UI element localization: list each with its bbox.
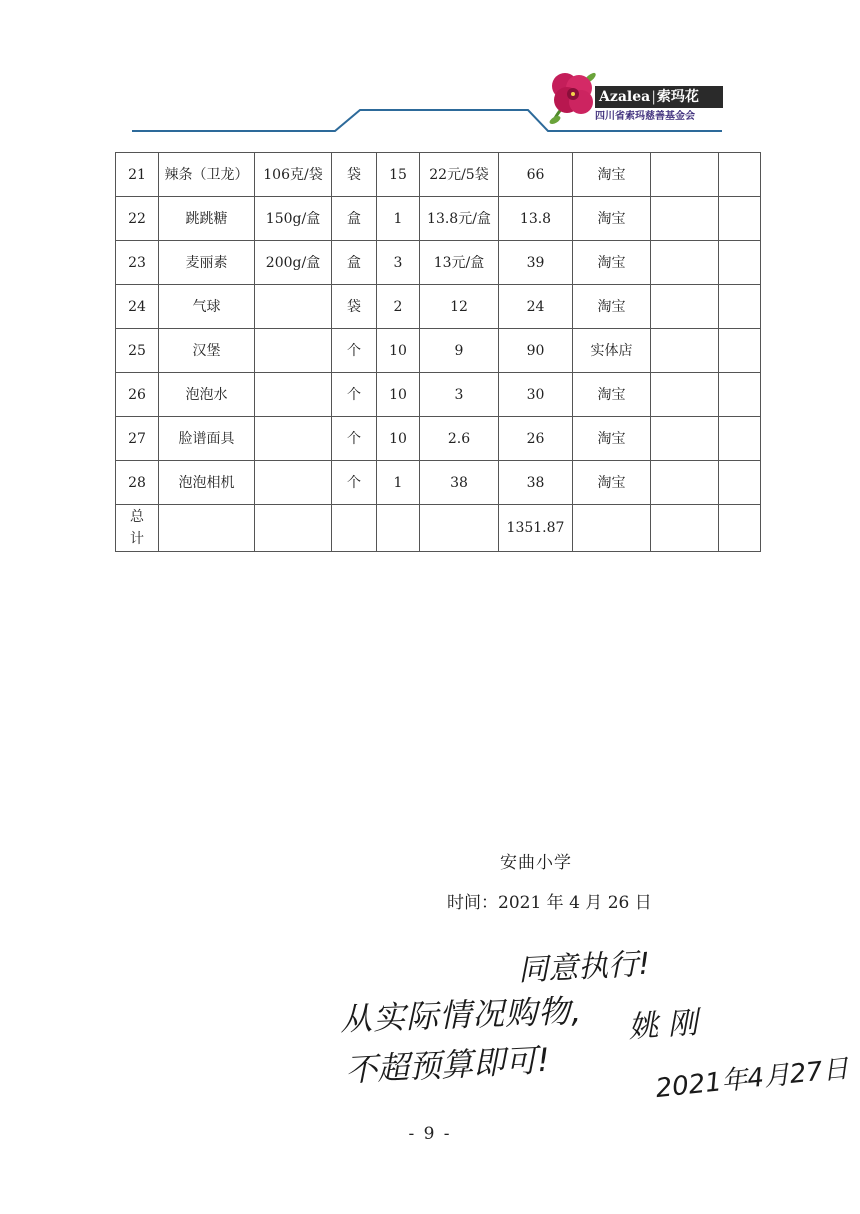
extra-cell (651, 417, 719, 461)
handwritten-note-2: 不超预算即可! (344, 1040, 551, 1090)
row-number: 21 (116, 153, 159, 197)
extra-cell (719, 197, 761, 241)
item-amount: 30 (499, 373, 573, 417)
item-source: 淘宝 (573, 373, 651, 417)
purchase-table (115, 152, 761, 552)
item-name: 汉堡 (159, 329, 255, 373)
logo-org-name: 四川省索玛慈善基金会 (595, 111, 695, 122)
item-source: 淘宝 (573, 285, 651, 329)
table-row (116, 241, 761, 285)
item-unit: 个 (332, 329, 377, 373)
item-name: 麦丽素 (159, 241, 255, 285)
item-amount: 90 (499, 329, 573, 373)
empty-cell (159, 505, 255, 552)
item-spec (255, 461, 332, 505)
extra-cell (651, 461, 719, 505)
extra-cell (651, 241, 719, 285)
item-unit: 个 (332, 461, 377, 505)
item-unit: 盒 (332, 197, 377, 241)
item-unit: 袋 (332, 285, 377, 329)
item-quantity: 10 (377, 373, 420, 417)
school-name: 安曲小学 (500, 853, 572, 873)
item-name: 泡泡相机 (159, 461, 255, 505)
document-date: 时间：2021 年 4 月 26 日 (447, 893, 652, 913)
handwritten-approval: 同意执行! (517, 946, 652, 989)
table-row (116, 329, 761, 373)
table-row (116, 373, 761, 417)
row-number: 26 (116, 373, 159, 417)
item-price: 22元/5袋 (420, 153, 499, 197)
table-row (116, 417, 761, 461)
handwritten-note-1: 从实际情况购物, (339, 991, 583, 1039)
item-name: 辣条（卫龙） (159, 153, 255, 197)
empty-cell (332, 505, 377, 552)
empty-cell (420, 505, 499, 552)
item-source: 淘宝 (573, 461, 651, 505)
item-amount: 24 (499, 285, 573, 329)
extra-cell (651, 285, 719, 329)
item-spec: 200g/盒 (255, 241, 332, 285)
row-number: 28 (116, 461, 159, 505)
handwritten-sign-date: 2021年4月27日 (654, 1053, 851, 1105)
item-unit: 盒 (332, 241, 377, 285)
item-quantity: 3 (377, 241, 420, 285)
item-source: 淘宝 (573, 153, 651, 197)
header-rule (0, 0, 860, 140)
total-row (116, 505, 761, 552)
handwritten-signature: 姚 刚 (627, 1005, 699, 1046)
item-quantity: 1 (377, 197, 420, 241)
table-row (116, 461, 761, 505)
extra-cell (719, 461, 761, 505)
item-unit: 袋 (332, 153, 377, 197)
item-source: 淘宝 (573, 241, 651, 285)
item-name: 跳跳糖 (159, 197, 255, 241)
extra-cell (719, 285, 761, 329)
item-spec (255, 417, 332, 461)
table-row (116, 197, 761, 241)
item-price: 2.6 (420, 417, 499, 461)
item-quantity: 1 (377, 461, 420, 505)
item-price: 12 (420, 285, 499, 329)
empty-cell (651, 505, 719, 552)
item-spec (255, 373, 332, 417)
item-spec (255, 329, 332, 373)
item-quantity: 15 (377, 153, 420, 197)
table-row (116, 285, 761, 329)
extra-cell (719, 417, 761, 461)
extra-cell (719, 329, 761, 373)
item-source: 淘宝 (573, 197, 651, 241)
empty-cell (719, 505, 761, 552)
extra-cell (651, 329, 719, 373)
row-number: 23 (116, 241, 159, 285)
azalea-flower-icon (545, 66, 601, 128)
item-unit: 个 (332, 373, 377, 417)
row-number: 22 (116, 197, 159, 241)
item-amount: 66 (499, 153, 573, 197)
item-quantity: 10 (377, 329, 420, 373)
azalea-logo (545, 66, 725, 128)
item-amount: 26 (499, 417, 573, 461)
empty-cell (573, 505, 651, 552)
item-price: 13.8元/盒 (420, 197, 499, 241)
page-number: - 9 - (408, 1124, 452, 1144)
extra-cell (651, 153, 719, 197)
item-spec (255, 285, 332, 329)
item-price: 13元/盒 (420, 241, 499, 285)
row-number: 27 (116, 417, 159, 461)
item-name: 气球 (159, 285, 255, 329)
logo-title: Azalea|索玛花 (595, 86, 723, 108)
item-name: 脸谱面具 (159, 417, 255, 461)
extra-cell (651, 197, 719, 241)
extra-cell (651, 373, 719, 417)
item-amount: 39 (499, 241, 573, 285)
item-source: 淘宝 (573, 417, 651, 461)
extra-cell (719, 373, 761, 417)
item-amount: 13.8 (499, 197, 573, 241)
item-name: 泡泡水 (159, 373, 255, 417)
total-amount: 1351.87 (499, 505, 573, 552)
extra-cell (719, 153, 761, 197)
item-quantity: 10 (377, 417, 420, 461)
item-quantity: 2 (377, 285, 420, 329)
item-unit: 个 (332, 417, 377, 461)
empty-cell (255, 505, 332, 552)
item-price: 38 (420, 461, 499, 505)
item-amount: 38 (499, 461, 573, 505)
item-price: 9 (420, 329, 499, 373)
item-price: 3 (420, 373, 499, 417)
empty-cell (377, 505, 420, 552)
extra-cell (719, 241, 761, 285)
row-number: 25 (116, 329, 159, 373)
item-spec: 106克/袋 (255, 153, 332, 197)
item-source: 实体店 (573, 329, 651, 373)
item-spec: 150g/盒 (255, 197, 332, 241)
row-number: 24 (116, 285, 159, 329)
total-label: 总计 (116, 505, 159, 552)
table-row (116, 153, 761, 197)
